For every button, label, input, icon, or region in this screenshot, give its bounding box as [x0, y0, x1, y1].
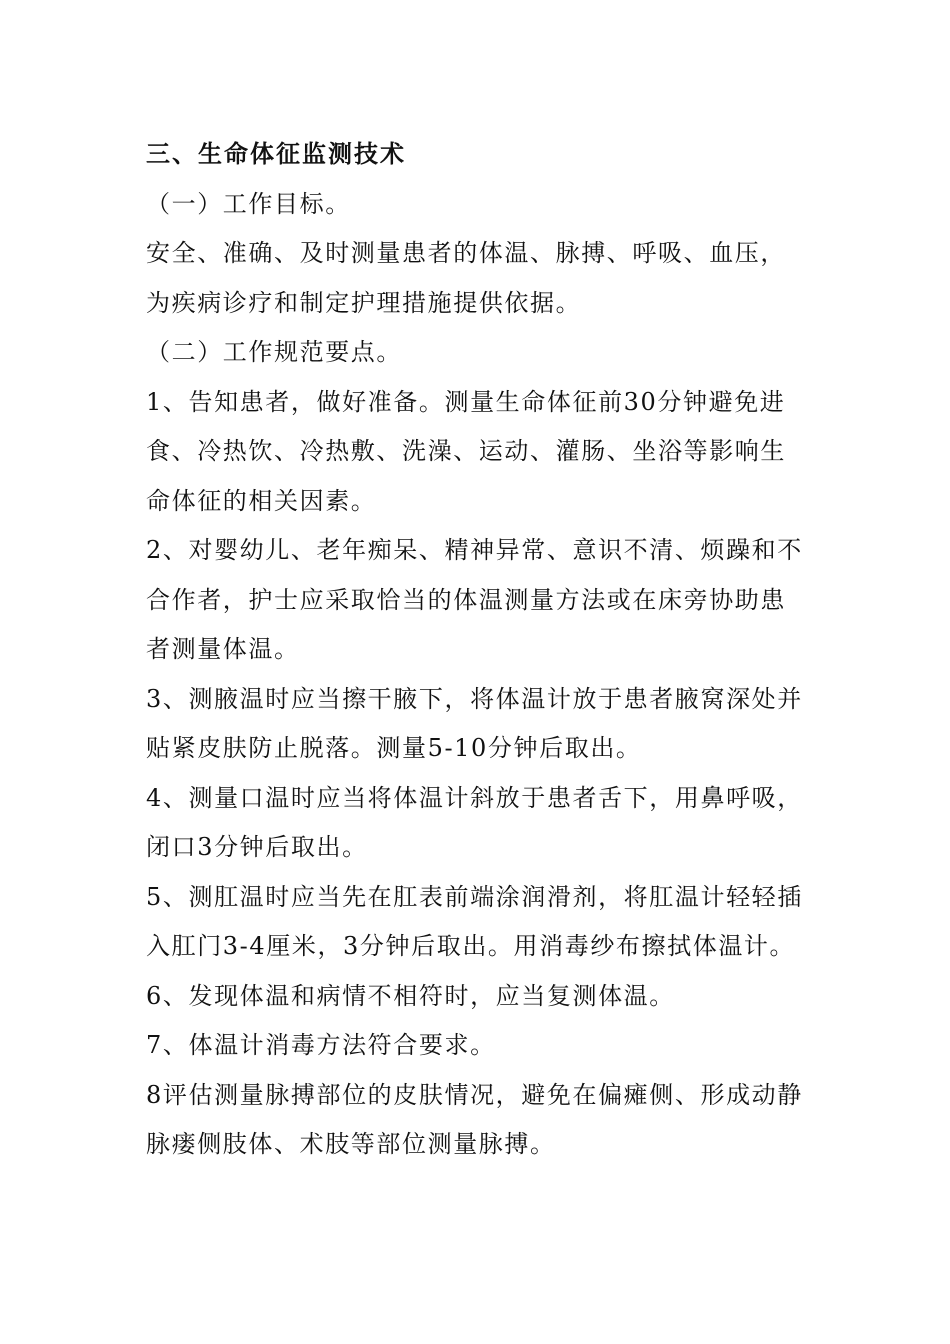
list-item-8-line: 脉瘘侧肢体、术肢等部位测量脉搏。 — [146, 1130, 556, 1158]
list-item-2-line: 2、对婴幼儿、老年痴呆、精神异常、意识不清、烦躁和不 — [146, 536, 803, 564]
section-heading: 三、生命体征监测技术 — [146, 140, 406, 168]
list-item-6-line: 6、发现体温和病情不相符时，应当复测体温。 — [146, 981, 675, 1010]
list-item-1-line: 1、告知患者，做好准备。测量生命体征前30分钟避免进 — [146, 387, 786, 416]
paragraph-line: 安全、准确、及时测量患者的体温、脉搏、呼吸、血压， — [146, 239, 786, 267]
list-item-2-line: 合作者，护士应采取恰当的体温测量方法或在床旁协助患 — [146, 585, 786, 614]
list-item-8-line: 8评估测量脉搏部位的皮肤情况，避免在偏瘫侧、形成动静 — [146, 1080, 803, 1109]
list-item-3-line: 3、测腋温时应当擦干腋下，将体温计放于患者腋窝深处并 — [146, 684, 803, 713]
list-item-4-line: 4、测量口温时应当将体温计斜放于患者舌下，用鼻呼吸， — [146, 783, 803, 812]
list-item-1-line: 命体征的相关因素。 — [146, 486, 377, 515]
list-item-1-line: 食、冷热饮、冷热敷、洗澡、运动、灌肠、坐浴等影响生 — [146, 437, 786, 465]
list-item-3-line: 贴紧皮肤防止脱落。测量5-10分钟后取出。 — [146, 734, 642, 762]
list-item-7-line: 7、体温计消毒方法符合要求。 — [146, 1031, 496, 1059]
list-item-4-line: 闭口3分钟后取出。 — [146, 833, 368, 861]
document-body — [146, 130, 816, 1170]
subheading-work-goal: （一）工作目标。 — [146, 189, 351, 218]
paragraph-line: 为疾病诊疗和制定护理措施提供依据。 — [146, 288, 582, 317]
list-item-2-line: 者测量体温。 — [146, 635, 300, 663]
list-item-5-line: 入肛门3-4厘米，3分钟后取出。用消毒纱布擦拭体温计。 — [146, 932, 796, 960]
subheading-work-standards: （二）工作规范要点。 — [146, 338, 402, 366]
list-item-5-line: 5、测肛温时应当先在肛表前端涂润滑剂，将肛温计轻轻插 — [146, 882, 803, 911]
